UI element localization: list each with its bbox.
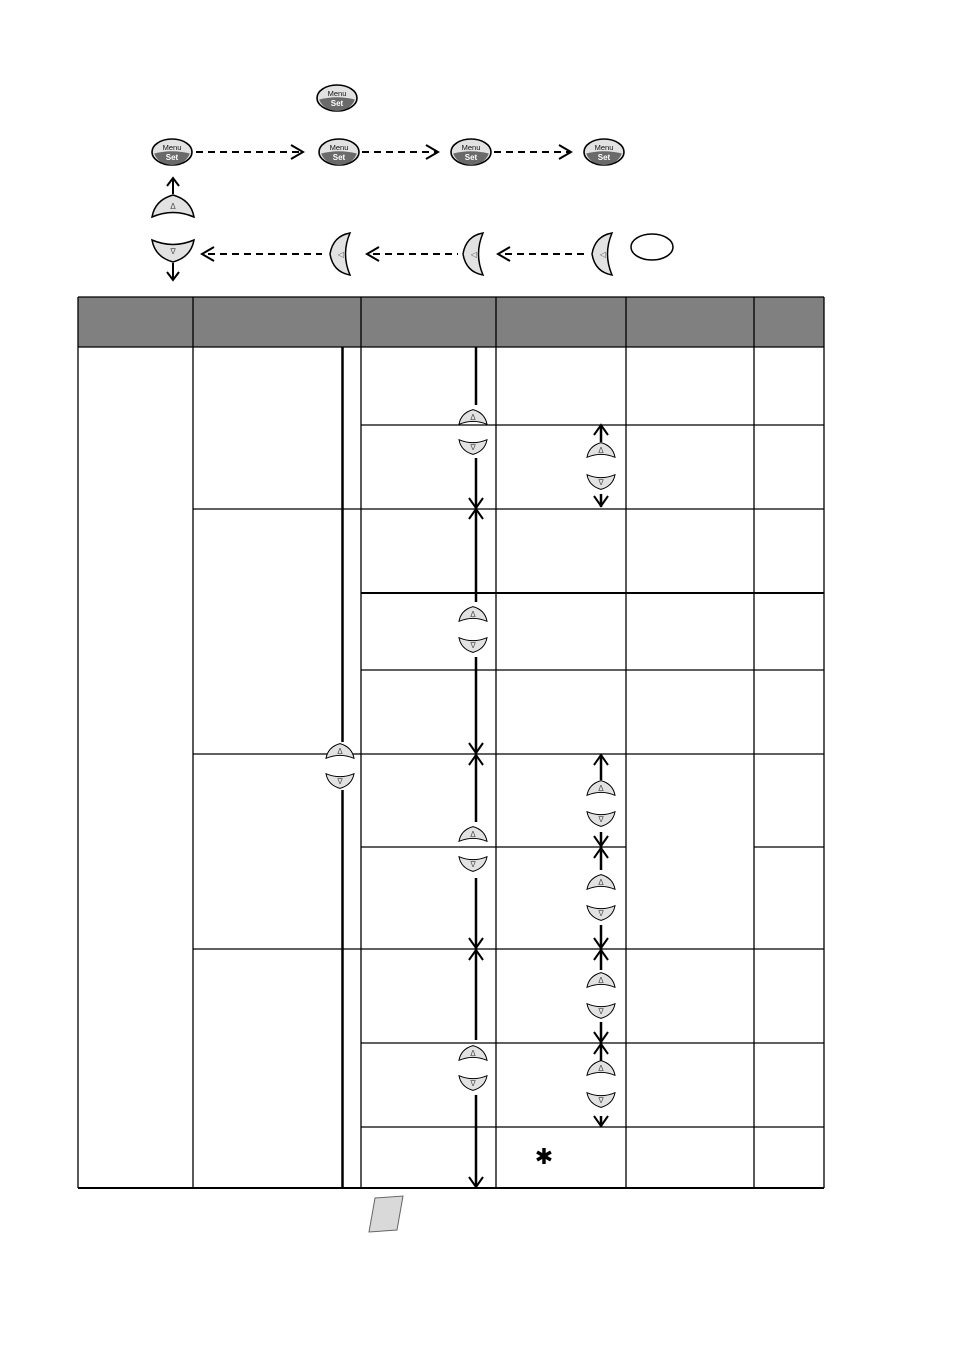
set-key-label: Set [165,153,179,162]
left-glyph: ◁ [599,250,607,259]
left-arrow-key-icon [463,233,483,275]
menu-key-label: Menu [327,89,347,98]
menu-set-key-icon [319,139,359,165]
up-arrow-key-icon [459,607,487,622]
up-arrow-key-icon [587,875,615,890]
down-arrow-key-icon [587,475,615,490]
menu-set-key-icon [451,139,491,165]
down-arrow-key-icon [152,240,194,262]
down-glyph: ∇ [470,860,476,869]
down-arrow-key-icon [587,906,615,921]
menu-set-key-icon [317,85,357,111]
up-arrow-key-icon [459,1046,487,1061]
up-glyph: Δ [170,202,176,211]
menu-set-key-icon [152,139,192,165]
down-glyph: ∇ [598,815,604,824]
menu-key-label: Menu [162,143,182,152]
down-arrow-key-icon [326,774,354,789]
down-glyph: ∇ [598,478,604,487]
up-arrow-key-icon [587,781,615,796]
menu-table [78,297,824,1188]
up-arrow-key-icon [587,443,615,458]
menu-key-label: Menu [594,143,614,152]
up-glyph: Δ [598,1064,604,1073]
left-glyph: ◁ [470,250,478,259]
stop-exit-key-icon [631,234,673,260]
up-glyph: Δ [470,1049,476,1058]
down-arrow-key-icon [459,440,487,455]
down-glyph: ∇ [170,247,176,256]
menu-set-key-icon [317,85,357,111]
up-glyph: Δ [598,976,604,985]
menu-key-label: Menu [329,143,349,152]
up-glyph: Δ [470,413,476,422]
up-glyph: Δ [598,878,604,887]
down-glyph: ∇ [470,641,476,650]
set-key-label: Set [330,99,344,108]
up-arrow-key-icon [587,1061,615,1076]
down-glyph: ∇ [598,1007,604,1016]
note-icon [369,1196,403,1232]
down-arrow-key-icon [459,1076,487,1091]
up-glyph: Δ [337,747,343,756]
menu-key-label: Menu [461,143,481,152]
left-glyph: ◁ [337,250,345,259]
down-arrow-key-icon [587,1093,615,1108]
up-glyph: Δ [470,610,476,619]
set-key-label: Set [597,153,611,162]
set-key-label: Set [464,153,478,162]
default-setting-mark: ✱ [534,1145,554,1170]
up-glyph: Δ [470,830,476,839]
up-arrow-key-icon [587,973,615,988]
up-arrow-key-icon [326,744,354,759]
down-glyph: ∇ [337,777,343,786]
down-glyph: ∇ [598,909,604,918]
left-arrow-key-icon [592,233,612,275]
table-header-row [78,297,824,347]
down-arrow-key-icon [587,812,615,827]
up-arrow-key-icon [459,410,487,425]
navigation-flow-lines [343,347,602,1188]
up-glyph: Δ [598,446,604,455]
down-arrow-key-icon [459,857,487,872]
set-key-label: Set [332,153,346,162]
up-glyph: Δ [598,784,604,793]
down-arrow-key-icon [459,638,487,653]
down-glyph: ∇ [470,443,476,452]
up-arrow-key-icon [459,827,487,842]
down-glyph: ∇ [598,1096,604,1105]
down-glyph: ∇ [470,1079,476,1088]
left-arrow-key-icon [330,233,350,275]
menu-set-key-icon [584,139,624,165]
down-arrow-key-icon [587,1004,615,1019]
up-arrow-key-icon [152,195,194,217]
navigation-flow-legend [152,139,673,280]
